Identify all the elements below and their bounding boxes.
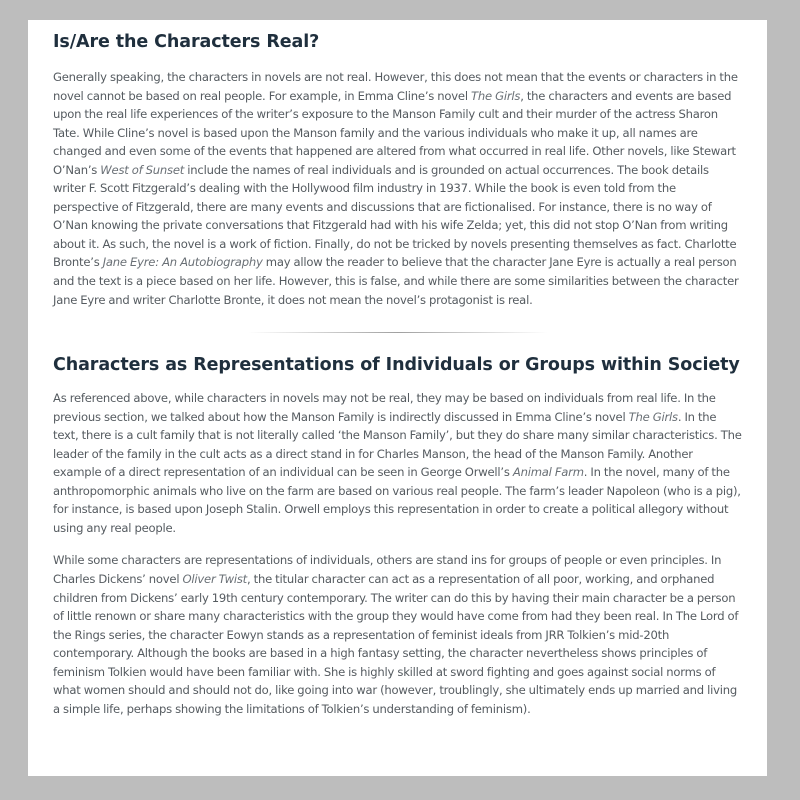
text-run: , the titular character can act as a representation of all poor, working, and orphaned children from Dickens’ early 19th century contemporary. The writer can do this by having their main character be a person of little renown or share many characteristics with the group they would have come from had they been real. In The Lord of the Rings series, the character Eowyn stands as a representation of feminist ideals from JRR Tolkien’s mid-20th contemporary. Although the books are based in a high fantasy setting, the character nevertheless shows principles of feminism Tolkien would have been familiar with. She is highly skilled at sword fighting and goes against social norms of what women should and should not do, like going into war (however, troublingly, she ultimately ends up married and living a simple life, perhaps showing the limitations of Tolkien’s understanding of feminism). [53, 572, 739, 716]
book-title-jane-eyre: Jane Eyre: An Autobiography [102, 255, 263, 270]
text-run: . In the text, there is a cult family that is not literally called ‘the Manson Family’, but they do share many similar characteristics. The leader of the family in the cult acts as a direct stand in for Charles Manson, the head of the Manson Family. Another example of a direct representation of an individual can be seen in George Orwell’s [53, 409, 742, 480]
article-page [28, 20, 767, 776]
text-run: While some characters are representations of individuals, others are stand ins for groups of people or even principles. In Charles Dickens’ novel [53, 553, 722, 587]
section-divider [248, 332, 548, 333]
paragraph-spacer [53, 537, 743, 551]
text-run: , the characters and events are based upon the real life experiences of the writer’s exposure to the Manson Family cult and their murder of the actress Sharon Tate. While Cline’s novel is based upon the Manson family and the various individuals who make it up, all names are changed and even some of the events that happened are altered from what occurred in real life. Other novels, like Stewart O’Nan’s [53, 88, 736, 177]
section-heading-characters-real: Is/Are the Characters Real? [53, 32, 320, 52]
paragraph-characters-real [53, 68, 743, 309]
book-title-the-girls: The Girls [471, 88, 521, 103]
text-run: include the names of real individuals and is grounded on actual occurrences. The book details writer F. Scott Fitzgerald’s dealing with the Hollywood film industry in 1937. While the book is even told from the perspective of Fitzgerald, there are many events and discussions that are fictionalised. For instance, there is no way of O’Nan knowing the private conversations that Fitzgerald had with his wife Zelda; yet, this did not stop O’Nan from writing about it. As such, the novel is a work of fiction. Finally, do not be tricked by novels presenting themselves as fact. Charlotte Bronte’s [53, 162, 737, 270]
text-run: As referenced above, while characters in novels may not be real, they may be based on individuals from real life. In the previous section, we talked about how the Manson Family is indirectly discussed in Emma Cline’s novel [53, 391, 716, 424]
book-title-animal-farm: Animal Farm [512, 465, 584, 480]
text-run: Generally speaking, the characters in novels are not real. However, this does not mean that the events or characters in the novel cannot be based on real people. For example, in Emma Cline’s novel [53, 70, 738, 103]
book-title-oliver-twist: Oliver Twist [182, 572, 247, 587]
paragraph-group-representation [53, 551, 743, 718]
section-heading-representations: Characters as Representations of Individuals or Groups within Society [53, 355, 740, 376]
text-run: may allow the reader to believe that the character Jane Eyre is actually a real person and the text is a piece based on her life. However, this is false, and while there are some similarities between the character Jane Eyre and writer Charlotte Bronte, it does not mean the novel’s protagonist is real. [53, 255, 739, 307]
paragraph-individual-representation [53, 389, 743, 537]
text-run: . In the novel, many of the anthropomorphic animals who live on the farm are based on various real people. The farm’s leader Napoleon (who is a pig), for instance, is based upon Joseph Stalin. Orwell employs this representation in order to create a political allegory without using any real people. [53, 465, 741, 535]
book-title-west-of-sunset: West of Sunset [100, 162, 185, 177]
book-title-the-girls: The Girls [628, 409, 678, 424]
